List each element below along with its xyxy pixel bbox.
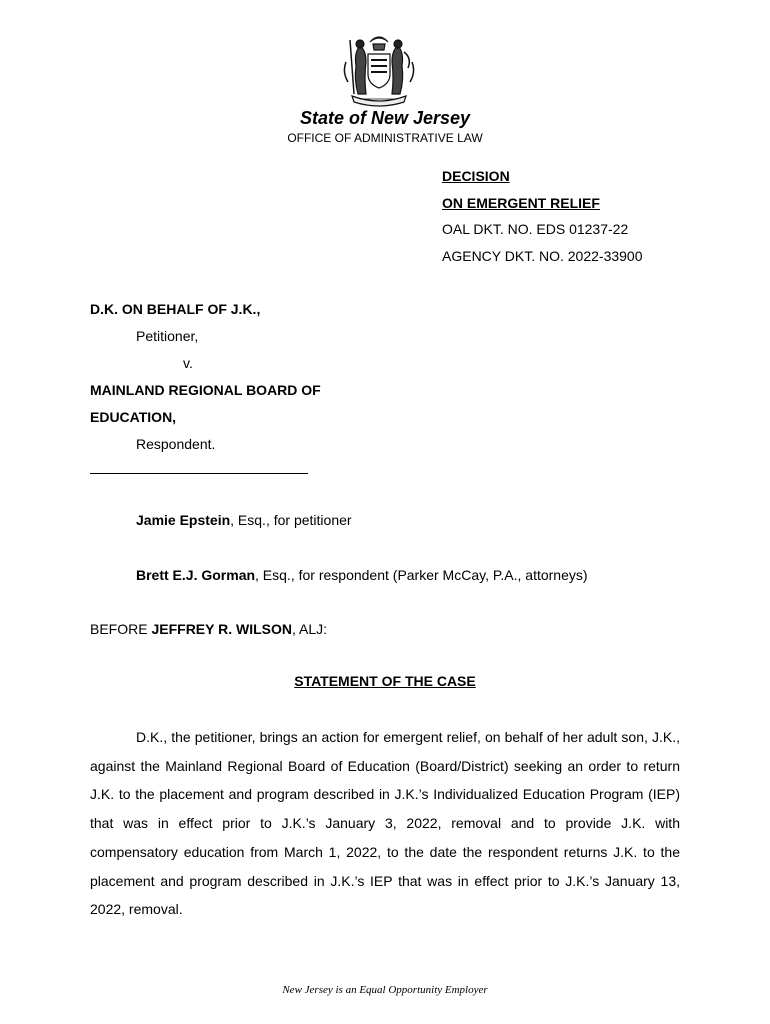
state-title: State of New Jersey	[299, 108, 471, 128]
emergent-relief-label: ON EMERGENT RELIEF	[442, 194, 600, 211]
respondent-counsel	[136, 567, 588, 583]
before-judge-line	[90, 621, 327, 637]
respondent-attorney-name: Brett E.J. Gorman	[136, 567, 256, 583]
respondent-role: Respondent.	[136, 436, 216, 452]
petitioner-counsel-desc: , Esq., for petitioner	[230, 512, 352, 528]
decision-label: DECISION	[442, 168, 510, 184]
oal-docket-number: OAL DKT. NO. EDS 01237-22	[442, 221, 629, 237]
petitioner-role: Petitioner,	[136, 328, 199, 344]
before-prefix: BEFORE	[90, 621, 152, 637]
agency-docket-number: AGENCY DKT. NO. 2022-33900	[442, 247, 643, 264]
caption-divider	[90, 473, 308, 474]
petitioner-counsel	[136, 512, 352, 528]
docket-block	[442, 163, 643, 269]
petitioner-name: D.K. ON BEHALF OF J.K.,	[90, 301, 261, 317]
judge-title: , ALJ:	[292, 621, 328, 637]
respondent-name-line-2: EDUCATION,	[90, 409, 177, 425]
respondent-name-line-1: MAINLAND REGIONAL BOARD OF	[90, 382, 321, 398]
page-footer: New Jersey is an Equal Opportunity Employer	[282, 984, 488, 996]
office-name: OFFICE OF ADMINISTRATIVE LAW	[287, 131, 483, 145]
case-caption	[90, 296, 321, 458]
state-seal-icon	[340, 32, 418, 108]
respondent-counsel-desc: , Esq., for respondent (Parker McCay, P.A., attorneys)	[255, 567, 588, 583]
section-heading: STATEMENT OF THE CASE	[294, 673, 476, 689]
judge-name: JEFFREY R. WILSON	[151, 621, 293, 637]
body-paragraph: D.K., the petitioner, brings an action for emergent relief, on behalf of her adult son, J.K., against the Mainland Regional Board of Education (Board/District) seeking an order to return J.K. to the placement and program described in J.K.’s Individualized Education Program (IEP) that was in effect prior to J.K.’s January 3, 2022, removal and to provide J.K. with compensatory education from March 1, 2022, to the date the respondent returns J.K. to the placement and program described in J.K.’s IEP that was in effect prior to J.K.’s January 13, 2022, removal.	[90, 729, 680, 918]
petitioner-attorney-name: Jamie Epstein	[136, 512, 231, 528]
versus: v.	[183, 355, 193, 371]
